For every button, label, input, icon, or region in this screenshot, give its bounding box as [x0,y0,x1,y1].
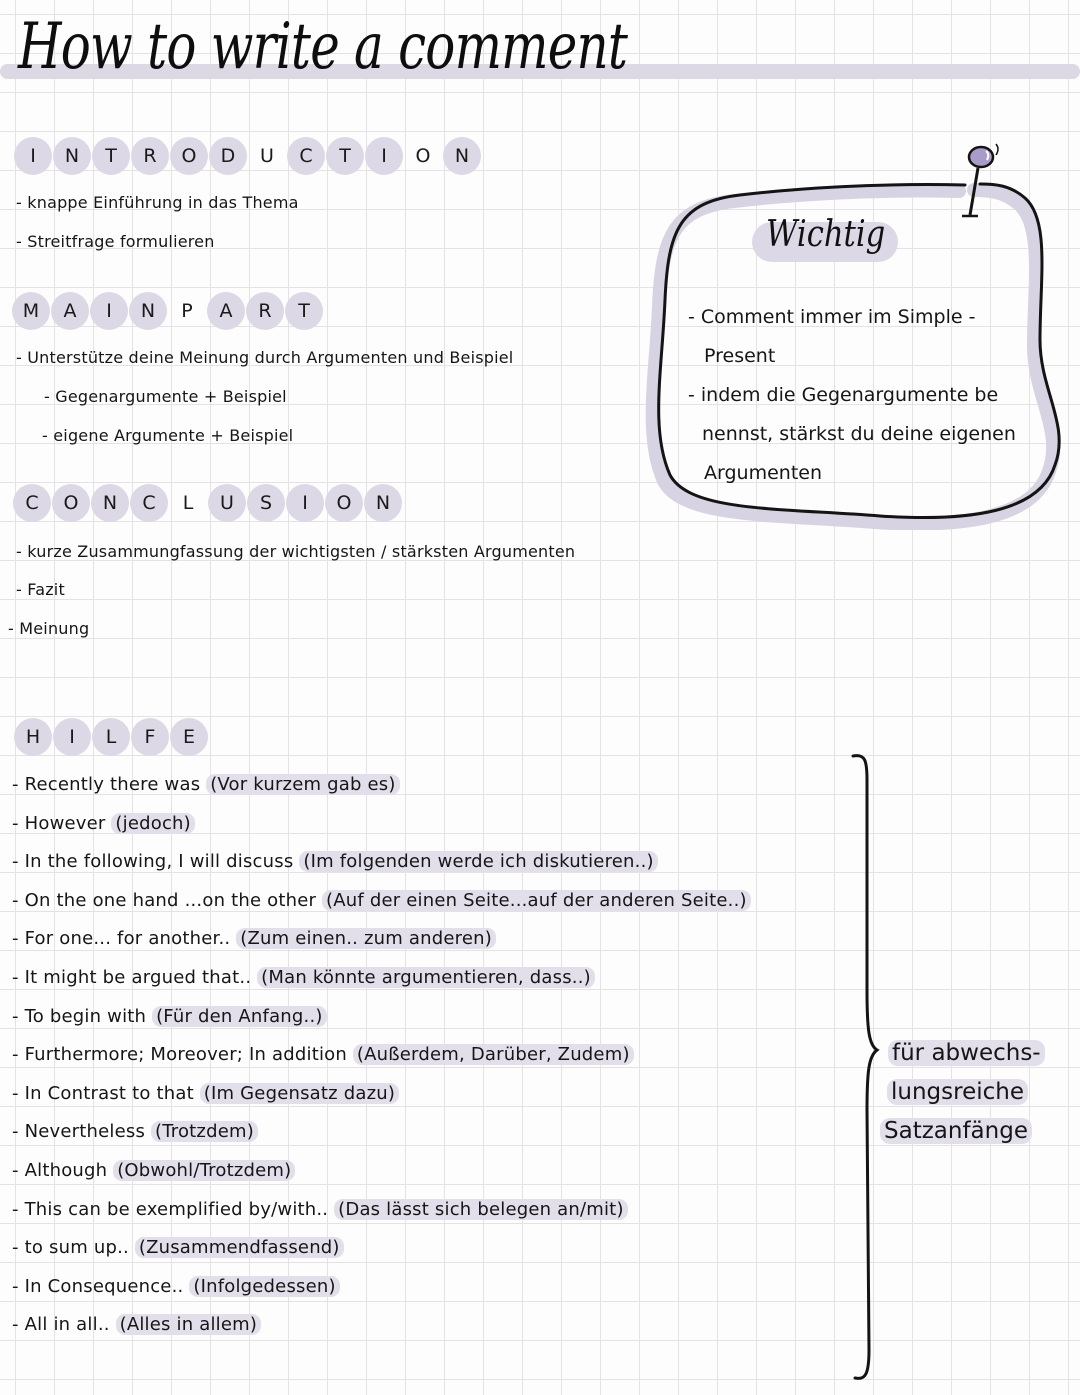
wichtig-box-frame [630,140,1080,530]
phrase-english: - Recently there was [12,774,201,795]
heading-letter: L [182,492,194,514]
phrase-german-translation: (Vor kurzem gab es) [206,774,399,795]
hilfe-phrase-row [12,1121,258,1142]
phrase-english: - However [12,812,106,834]
heading-letter: L [92,718,130,756]
hilfe-phrase-row [12,1276,340,1297]
page-title: How to write a comment [18,10,628,84]
main-part-subitem: - Gegenargumente + Beispiel [44,387,287,406]
heading-letter: H [14,718,52,756]
heading-letter: U [208,484,246,522]
phrase-german-translation: (Für den Anfang..) [152,1006,327,1027]
heading-letter: N [53,137,91,175]
wichtig-title: Wichtig [766,214,886,255]
phrase-english: - On the one hand ...on the other [12,889,317,911]
heading-letter: N [443,137,481,175]
hilfe-phrase-row [12,1237,344,1258]
phrase-german-translation: (Infolgedessen) [189,1276,339,1297]
phrase-english: - It might be argued that.. [12,967,252,988]
phrase-english: - In Consequence.. [12,1275,184,1297]
phrase-english: - Furthermore; Moreover; In addition [12,1044,347,1066]
phrase-english: - In the following, I will discuss [12,851,294,873]
heading-letter: I [286,484,324,522]
heading-letter: O [415,145,431,167]
hilfe-phrase-row [12,813,195,834]
heading-letter: N [129,292,167,330]
heading-letter: E [170,718,208,756]
main-part-heading [12,292,324,330]
heading-letter: D [209,137,247,175]
heading-letter: C [287,137,325,175]
conclusion-heading [13,484,403,522]
phrase-english: - All in all.. [12,1314,110,1336]
phrase-english: - to sum up.. [12,1237,129,1259]
heading-letter: O [52,484,90,522]
phrase-english: - In Contrast to that [12,1082,194,1104]
heading-letter: C [130,484,168,522]
phrase-english: - This can be exemplified by/with.. [12,1198,329,1220]
introduction-item: - Streitfrage formulieren [16,232,215,251]
phrase-german-translation: (Trotzdem) [151,1121,258,1142]
heading-letter: M [12,292,50,330]
hilfe-phrase-row [12,967,595,988]
main-part-item: - Unterstütze deine Meinung durch Argumenten und Beispiel [16,348,514,367]
heading-letter: N [364,484,402,522]
heading-letter: A [207,292,245,330]
phrase-german-translation: (Auf der einen Seite...auf der anderen Seite..) [322,890,751,911]
heading-letter: R [131,137,169,175]
introduction-item: - knappe Einführung in das Thema [16,193,299,212]
curly-brace-icon [845,750,885,1390]
phrase-german-translation: (Im folgenden werde ich diskutieren..) [299,851,657,872]
side-note-line: für abwechs- [888,1040,1045,1066]
heading-letter: I [365,137,403,175]
phrase-english: - For one... for another.. [12,928,231,950]
heading-letter: P [181,300,193,322]
hilfe-phrase-row [12,890,751,911]
wichtig-line: - Comment immer im Simple - [688,306,976,328]
heading-letter: R [246,292,284,330]
wichtig-line: Present [704,345,776,367]
hilfe-heading [14,718,209,756]
conclusion-item: - Meinung [8,619,90,638]
hilfe-phrase-row [12,1314,261,1335]
heading-letter: S [247,484,285,522]
heading-letter: I [53,718,91,756]
hilfe-phrase-row [12,1160,295,1181]
phrase-german-translation: (Zusammendfassend) [135,1237,344,1258]
pin-icon [962,144,998,216]
side-note-line: Satzanfänge [880,1118,1032,1144]
heading-letter: F [131,718,169,756]
heading-letter: A [51,292,89,330]
side-note-line: lungsreiche [887,1079,1028,1105]
phrase-german-translation: (Das lässt sich belegen an/mit) [334,1199,628,1220]
hilfe-phrase-row [12,1006,327,1027]
hilfe-phrase-row [12,851,658,872]
heading-letter: U [260,145,274,167]
heading-letter: C [13,484,51,522]
phrase-german-translation: (Außerdem, Darüber, Zudem) [353,1044,634,1065]
heading-letter: T [92,137,130,175]
heading-letter: T [285,292,323,330]
hilfe-phrase-row [12,774,400,795]
conclusion-item: - Fazit [16,580,65,599]
hilfe-phrase-row [12,928,496,949]
phrase-german-translation: (Zum einen.. zum anderen) [236,928,496,949]
phrase-german-translation: (Alles in allem) [116,1314,262,1335]
main-part-subitem: - eigene Argumente + Beispiel [42,426,294,445]
heading-letter: I [14,137,52,175]
heading-letter: O [325,484,363,522]
hilfe-phrase-row [12,1083,399,1104]
introduction-heading [14,137,482,175]
hilfe-phrase-row [12,1044,634,1065]
phrase-english: - Although [12,1160,108,1181]
heading-letter: N [91,484,129,522]
phrase-german-translation: (jedoch) [111,813,194,834]
wichtig-line: Argumenten [704,462,822,484]
hilfe-phrase-row [12,1199,628,1220]
wichtig-line: nennst, stärkst du deine eigenen [702,423,1016,445]
heading-letter: O [170,137,208,175]
phrase-german-translation: (Man könnte argumentieren, dass..) [257,967,595,988]
heading-letter: I [90,292,128,330]
phrase-english: - Nevertheless [12,1121,146,1143]
phrase-english: - To begin with [12,1005,147,1027]
phrase-german-translation: (Obwohl/Trotzdem) [113,1160,295,1181]
conclusion-item: - kurze Zusammungfassung der wichtigsten / stärksten Argumenten [16,542,576,561]
phrase-german-translation: (Im Gegensatz dazu) [200,1083,399,1104]
wichtig-line: - indem die Gegenargumente be [688,384,999,406]
heading-letter: T [326,137,364,175]
